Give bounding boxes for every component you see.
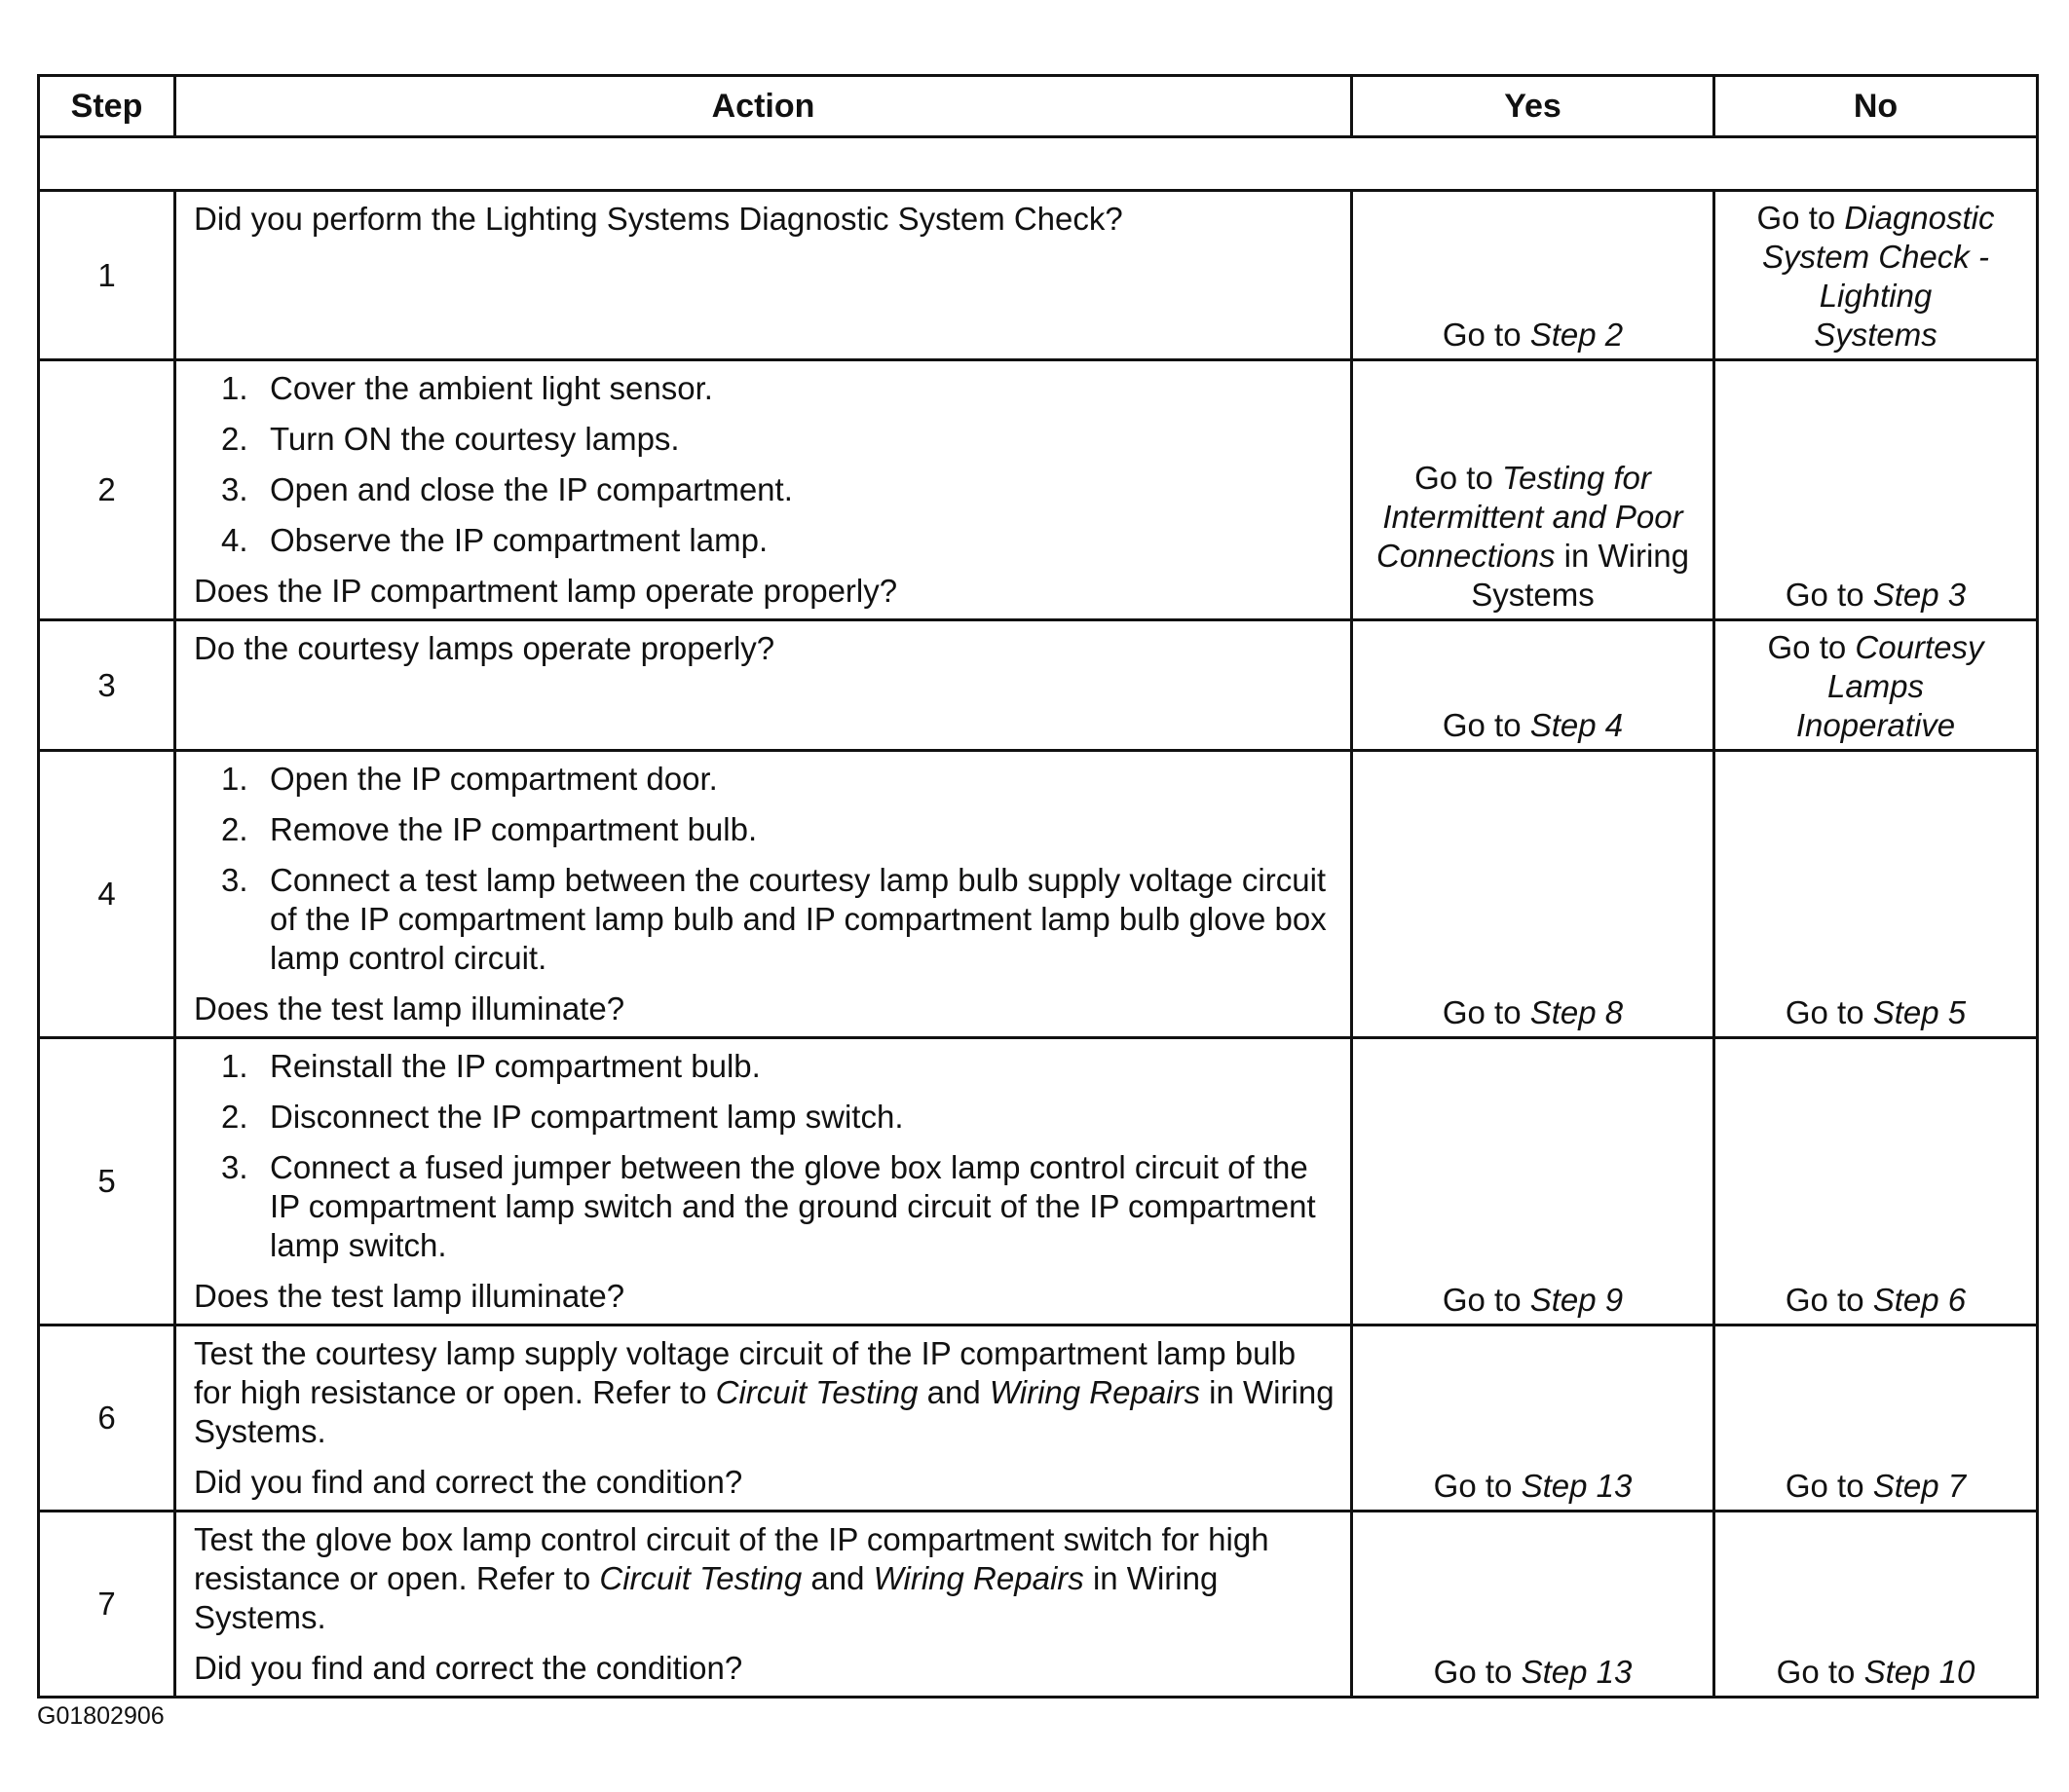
item-text: Turn ON the courtesy lamps. — [270, 421, 680, 457]
no-cell — [1714, 620, 2038, 751]
no-ref: Diagnostic System Check - Lighting Systems — [1762, 200, 1995, 353]
header-action: Action — [175, 76, 1352, 137]
no-ref: Step 5 — [1872, 994, 1967, 1030]
step-number: 7 — [39, 1512, 175, 1698]
no-cell — [1714, 360, 2038, 620]
yes-ref: Step 9 — [1529, 1282, 1624, 1318]
no-cell — [1714, 191, 2038, 360]
yes-cell — [1352, 751, 1714, 1038]
instruction-list — [194, 369, 1335, 560]
action-cell — [175, 1512, 1352, 1698]
no-cell — [1714, 1325, 2038, 1512]
table-row — [39, 1038, 2038, 1325]
item-text: Disconnect the IP compartment lamp switch. — [270, 1099, 904, 1135]
header-row — [39, 76, 2038, 137]
no-cell — [1714, 1038, 2038, 1325]
no-cell — [1714, 1512, 2038, 1698]
action-text — [194, 1334, 1335, 1451]
text-run: in Wiring Systems. — [194, 1560, 1219, 1635]
blank-cell — [39, 137, 2038, 191]
instruction-list — [194, 760, 1335, 978]
table-row — [39, 360, 2038, 620]
item-text: Observe the IP compartment lamp. — [270, 522, 769, 558]
item-number: 3. — [221, 471, 248, 507]
step-number: 3 — [39, 620, 175, 751]
no-ref: Step 6 — [1872, 1282, 1967, 1318]
header-no: No — [1714, 76, 2038, 137]
list-item — [194, 861, 1335, 978]
action-cell — [175, 1325, 1352, 1512]
no-ref: Step 3 — [1872, 577, 1967, 613]
text-run: Test the glove box lamp control circuit of the IP compartment switch for high resistance or open. Refer to — [194, 1521, 1269, 1596]
step-number: 4 — [39, 751, 175, 1038]
reference-circuit-testing: Circuit Testing — [599, 1560, 803, 1596]
reference-circuit-testing: Circuit Testing — [715, 1374, 919, 1410]
action-cell — [175, 191, 1352, 360]
no-ref: Step 7 — [1872, 1468, 1967, 1504]
header-step: Step — [39, 76, 175, 137]
blank-row — [39, 137, 2038, 191]
item-number: 2. — [221, 811, 248, 847]
no-ref: Courtesy Lamps Inoperative — [1795, 629, 1984, 743]
yes-cell — [1352, 1325, 1714, 1512]
no-prefix: Go to — [1776, 1654, 1864, 1690]
no-prefix: Go to — [1785, 994, 1873, 1030]
yes-ref: Step 13 — [1521, 1654, 1633, 1690]
step-number: 6 — [39, 1325, 175, 1512]
yes-prefix: Go to — [1442, 317, 1530, 353]
item-text: Reinstall the IP compartment bulb. — [270, 1048, 761, 1084]
question-text: Did you find and correct the condition? — [194, 1464, 743, 1500]
list-item — [194, 470, 1335, 509]
yes-cell — [1352, 620, 1714, 751]
action-cell — [175, 751, 1352, 1038]
step-number: 1 — [39, 191, 175, 360]
item-text: Remove the IP compartment bulb. — [270, 811, 758, 847]
no-prefix: Go to — [1785, 1468, 1873, 1504]
action-cell — [175, 620, 1352, 751]
list-item — [194, 810, 1335, 849]
yes-cell — [1352, 1038, 1714, 1325]
list-item — [194, 420, 1335, 459]
item-number: 2. — [221, 421, 248, 457]
reference-wiring-repairs: Wiring Repairs — [989, 1374, 1201, 1410]
yes-ref: Step 4 — [1529, 707, 1624, 743]
item-text: Open and close the IP compartment. — [270, 471, 793, 507]
yes-prefix: Go to — [1442, 994, 1530, 1030]
text-run: and — [918, 1374, 990, 1410]
figure-id: G01802906 — [37, 1702, 165, 1730]
list-item — [194, 369, 1335, 408]
table-row — [39, 620, 2038, 751]
action-cell — [175, 360, 1352, 620]
list-item — [194, 760, 1335, 799]
no-ref: Step 10 — [1863, 1654, 1975, 1690]
action-cell — [175, 1038, 1352, 1325]
table-row — [39, 1325, 2038, 1512]
yes-ref: Step 13 — [1521, 1468, 1633, 1504]
table-row — [39, 751, 2038, 1038]
text-run: Test the courtesy lamp supply voltage circuit of the IP compartment lamp bulb for high resistance or open. Refer to — [194, 1335, 1297, 1410]
no-prefix: Go to — [1785, 577, 1873, 613]
yes-prefix: Go to — [1433, 1468, 1522, 1504]
header-yes: Yes — [1352, 76, 1714, 137]
list-item — [194, 521, 1335, 560]
question-text: Does the test lamp illuminate? — [194, 1278, 625, 1314]
item-number: 3. — [221, 862, 248, 898]
yes-ref: Testing for Intermittent and Poor Connections — [1376, 460, 1683, 574]
yes-ref: Step 2 — [1529, 317, 1624, 353]
yes-prefix: Go to — [1442, 1282, 1530, 1318]
no-prefix: Go to — [1756, 200, 1845, 236]
item-number: 1. — [221, 1048, 248, 1084]
item-number: 4. — [221, 522, 248, 558]
step-number: 2 — [39, 360, 175, 620]
question-text: Does the IP compartment lamp operate properly? — [194, 573, 898, 609]
table-row — [39, 191, 2038, 360]
table-row — [39, 1512, 2038, 1698]
yes-cell — [1352, 360, 1714, 620]
item-text: Connect a test lamp between the courtesy lamp bulb supply voltage circuit of the IP compartment lamp bulb and IP compartment lamp bulb glove box lamp control circuit. — [270, 862, 1327, 976]
instruction-list — [194, 1047, 1335, 1265]
diagnostic-table — [37, 74, 2039, 1699]
yes-ref: Step 8 — [1529, 994, 1624, 1030]
yes-prefix: Go to — [1414, 460, 1502, 496]
no-prefix: Go to — [1767, 629, 1856, 665]
item-text: Cover the ambient light sensor. — [270, 370, 713, 406]
question-text: Did you find and correct the condition? — [194, 1650, 743, 1686]
item-number: 1. — [221, 370, 248, 406]
yes-suffix: in Wiring Systems — [1471, 538, 1689, 613]
text-run: in Wiring Systems. — [194, 1374, 1335, 1449]
item-text: Open the IP compartment door. — [270, 761, 718, 797]
action-text: Do the courtesy lamps operate properly? — [194, 630, 775, 666]
step-number: 5 — [39, 1038, 175, 1325]
no-cell — [1714, 751, 2038, 1038]
action-text — [194, 1520, 1335, 1637]
item-number: 1. — [221, 761, 248, 797]
yes-cell — [1352, 191, 1714, 360]
yes-prefix: Go to — [1442, 707, 1530, 743]
text-run: and — [802, 1560, 874, 1596]
no-prefix: Go to — [1785, 1282, 1873, 1318]
item-text: Connect a fused jumper between the glove box lamp control circuit of the IP compartment lamp switch and the ground circuit of the IP compartment lamp switch. — [270, 1149, 1316, 1263]
list-item — [194, 1148, 1335, 1265]
question-text: Does the test lamp illuminate? — [194, 990, 625, 1027]
list-item — [194, 1047, 1335, 1086]
action-text: Did you perform the Lighting Systems Diagnostic System Check? — [194, 201, 1123, 237]
item-number: 2. — [221, 1099, 248, 1135]
list-item — [194, 1098, 1335, 1137]
reference-wiring-repairs: Wiring Repairs — [873, 1560, 1084, 1596]
yes-prefix: Go to — [1433, 1654, 1522, 1690]
yes-cell — [1352, 1512, 1714, 1698]
item-number: 3. — [221, 1149, 248, 1185]
